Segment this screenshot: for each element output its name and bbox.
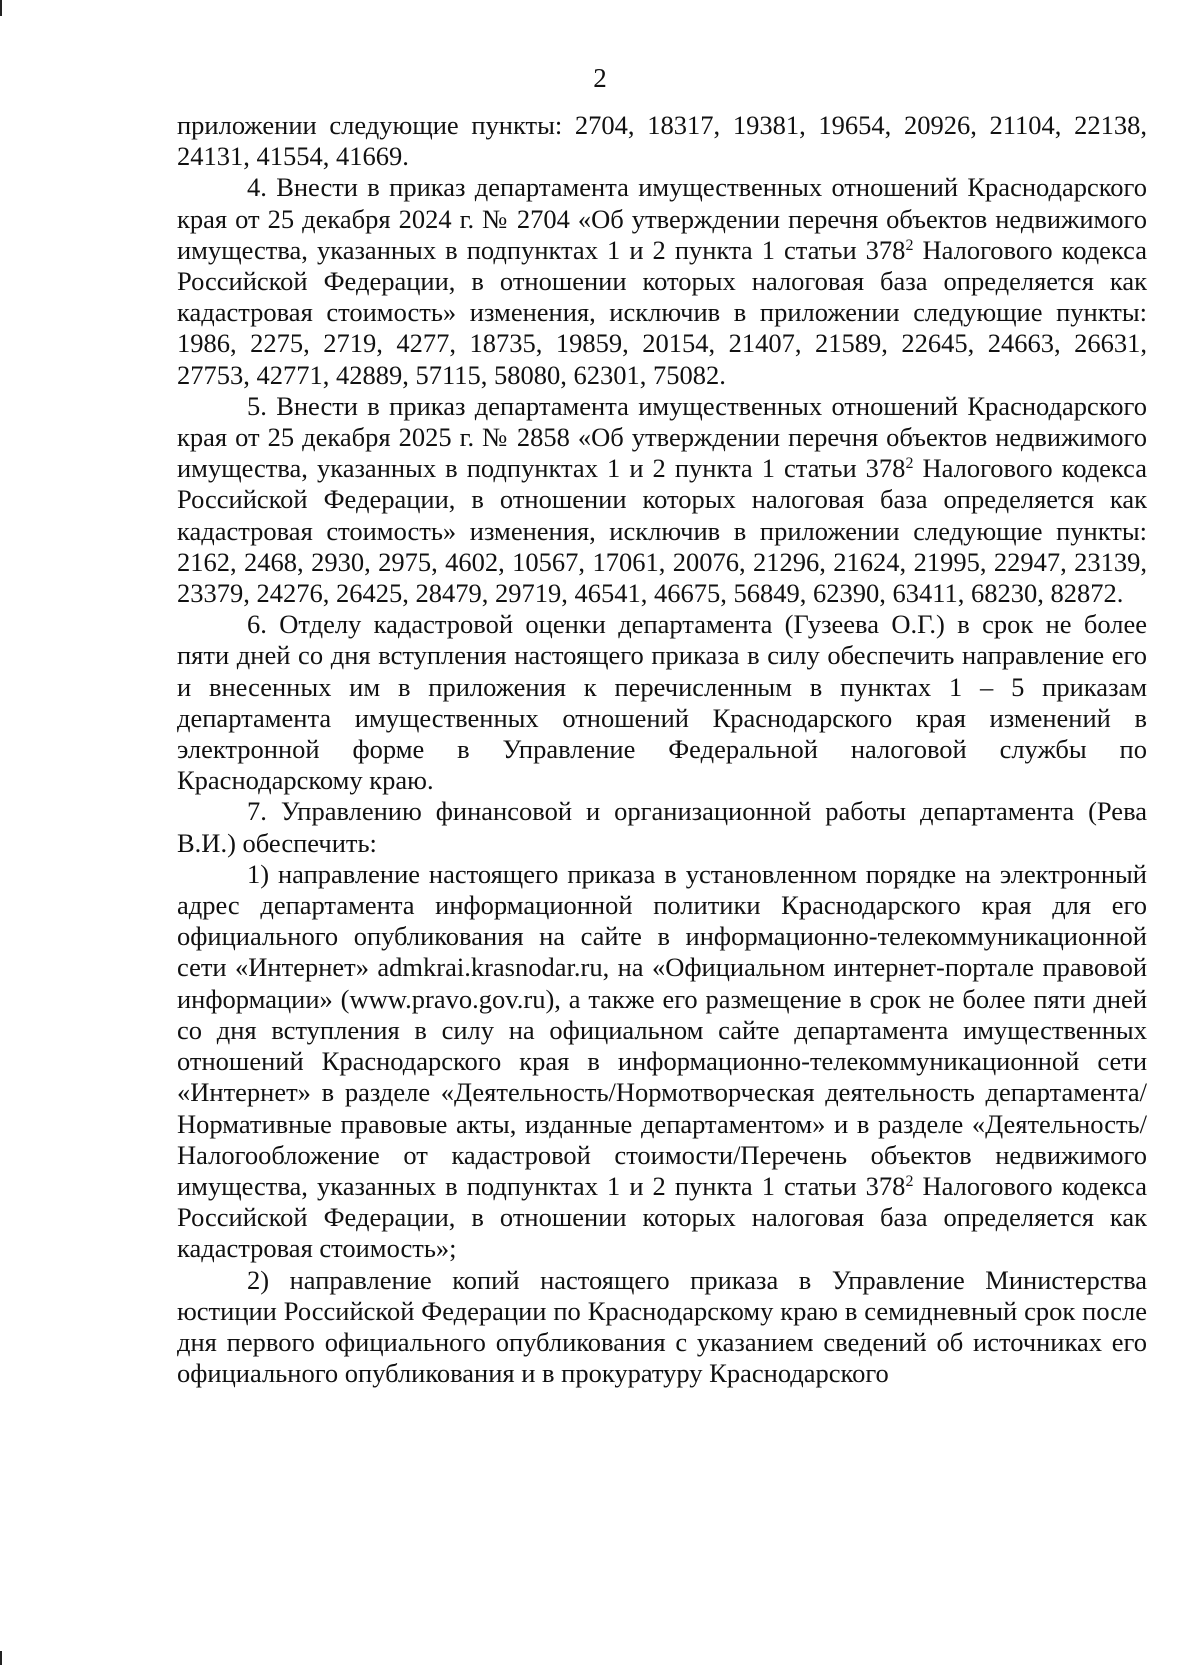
paragraph-item-5: 5. Внести в приказ департамента имущественных отношений Краснодарского края от 25 декабря 2025 г. № 2858 «Об утверждении перечня объектов недвижимого имущества, указанных в подпунктах 1 и 2 пункта 1 статьи $378^2$ Налогового кодекса Российской Федерации, в отношении которых налоговая база определяется как кадастровая стоимость» изменения, исключив в приложении следующие пункты: 2162, 2468, 2930, 2975, 4602, 10567, 17061, 20076, 21296, 21624, 21995, 22947, 23139, 23379, 24276, 26425, 28479, 29719, 46541, 46675, 56849, 62390, 63411, 68230, 82872. — [177, 390, 1147, 609]
scan-edge-mark-top — [0, 0, 2, 16]
paragraph-subitem-7-2: 2) направление копий настоящего приказа в Управление Министерства юстиции Российской Федерации по Краснодарскому краю в семидневный срок после дня первого официального опубликования с указанием сведений об источниках его официального опубликования и в прокуратуру Краснодарского — [177, 1264, 1147, 1389]
paragraph-continuation: приложении следующие пункты: 2704, 18317, 19381, 19654, 20926, 21104, 22138, 24131, 41554, 41669. — [177, 110, 1147, 172]
scan-edge-mark-bottom — [0, 1651, 2, 1665]
paragraph-item-4: 4. Внести в приказ департамента имущественных отношений Краснодарского края от 25 декабря 2024 г. № 2704 «Об утверждении перечня объектов недвижимого имущества, указанных в подпунктах 1 и 2 пункта 1 статьи $378^2$ Налогового кодекса Российской Федерации, в отношении которых налоговая база определяется как кадастровая стоимость» изменения, исключив в приложении следующие пункты: 1986, 2275, 2719, 4277, 18735, 19859, 20154, 21407, 21589, 22645, 24663, 26631, 27753, 42771, 42889, 57115, 58080, 62301, 75082. — [177, 172, 1147, 390]
paragraph-item-6: 6. Отделу кадастровой оценки департамента (Гузеева О.Г.) в срок не более пяти дней со дня вступления настоящего приказа в силу обеспечить направление его и внесенных им в приложения к перечисленным в пунктах 1 – 5 приказам департамента имущественных отношений Краснодарского края изменений в электронной форме в Управление Федеральной налоговой службы по Краснодарскому краю. — [177, 609, 1147, 796]
paragraph-item-7: 7. Управлению финансовой и организационной работы департамента (Рева В.И.) обеспечить: — [177, 796, 1147, 858]
page-number: 2 — [593, 63, 607, 93]
paragraph-subitem-7-1: 1) направление настоящего приказа в установленном порядке на электронный адрес департамента информационной политики Краснодарского края для его официального опубликования на сайте в информационно-телекоммуникационной сети «Интернет» admkrai.krasnodar.ru, на «Официальном интернет-портале правовой информации» (www.pravo.gov.ru), а также его размещение в срок не более пяти дней со дня вступления в силу на официальном сайте департамента имущественных отношений Краснодарского края в информационно-телекоммуникационной сети «Интернет» в разделе «Деятельность/Нормотворческая деятельность департамента/Нормативные правовые акты, изданные департаментом» и в разделе «Деятельность/ Налогообложение от кадастровой стоимости/Перечень объектов недвижимого имущества, указанных в подпунктах 1 и 2 пункта 1 статьи $378^2$ Налогового кодекса Российской Федерации, в отношении которых налоговая база определяется как кадастровая стоимость»; — [177, 858, 1147, 1264]
document-body — [177, 110, 1147, 1389]
